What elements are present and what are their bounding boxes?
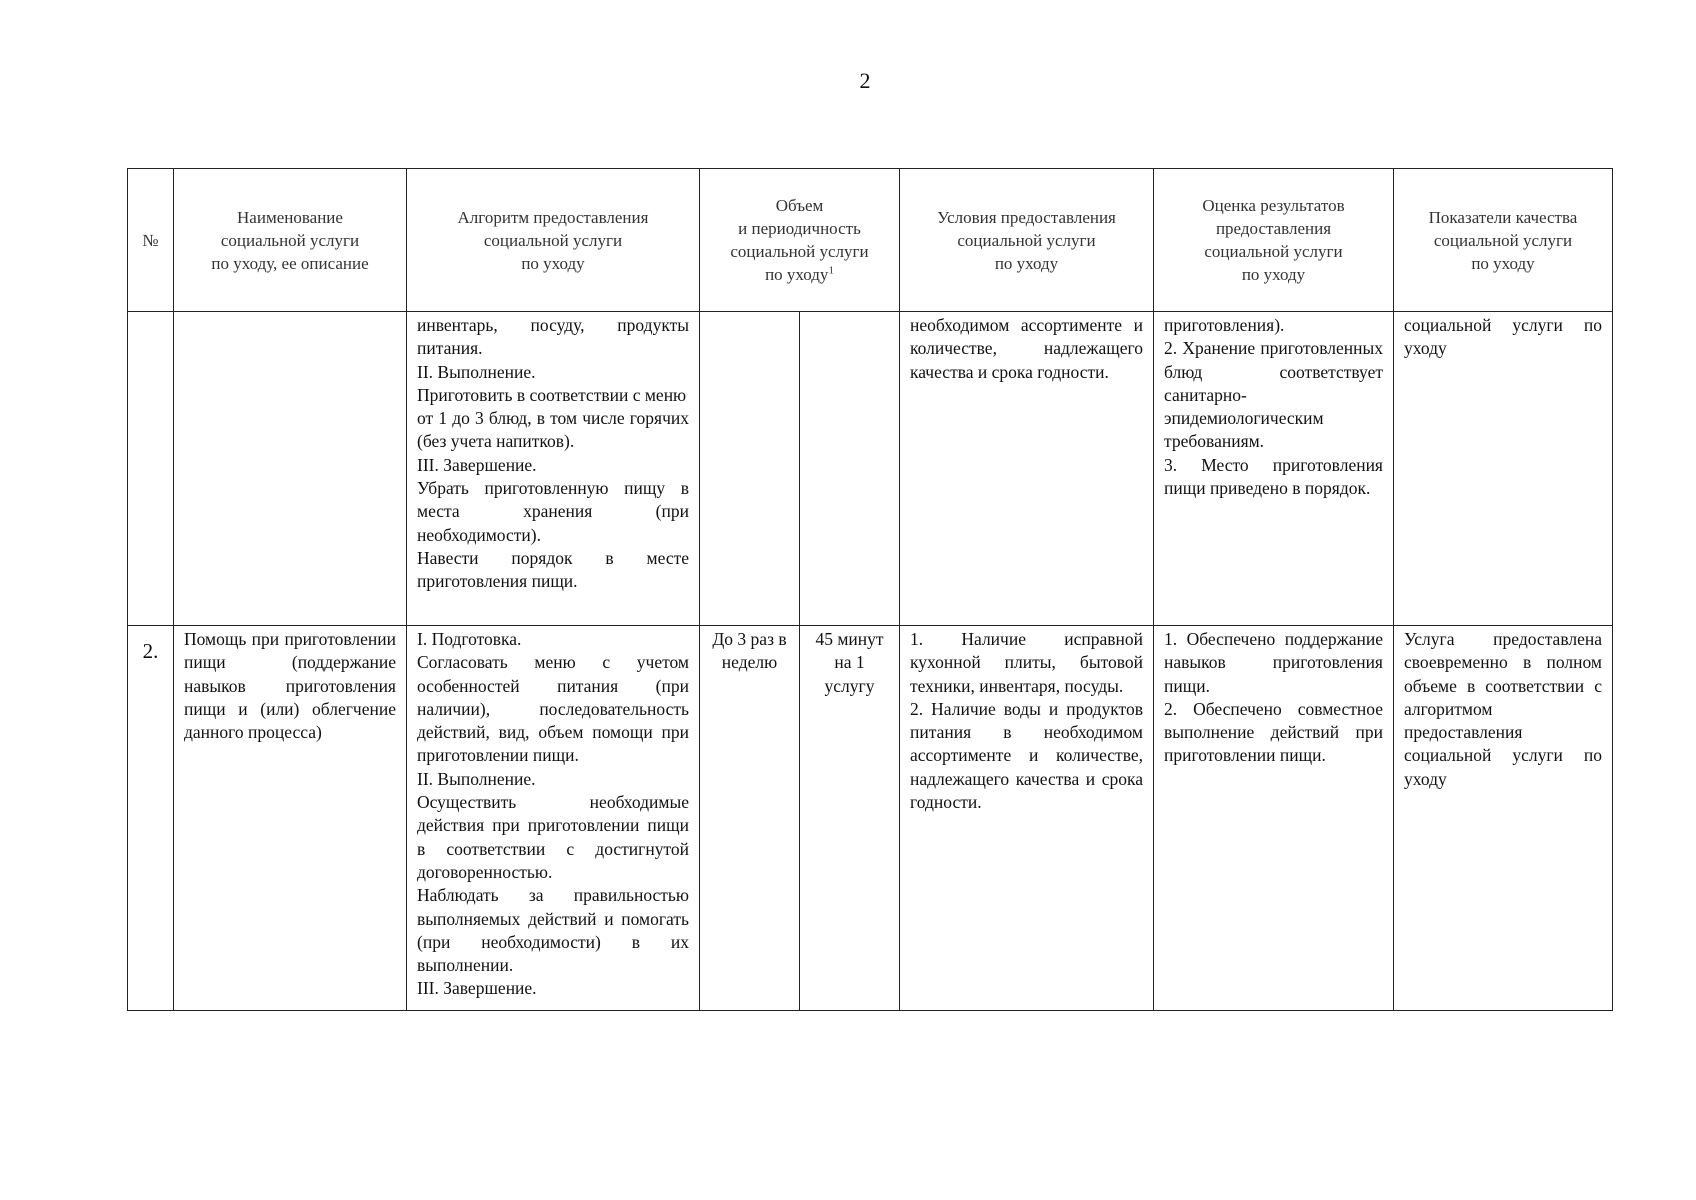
row-number-cell: 2. <box>128 626 174 1011</box>
algorithm-cell: инвентарь, посуду, продукты питания. II. Выполнение. Приготовить в соответствии с меню от 1 до 3 блюд, в том числе горячих (без учета напитков). III. Завершение. Убрать приготовленную пищу в места хранения (при необходимости). Навести порядок в месте приготовления пищи. <box>407 312 700 626</box>
quality-cell: Услуга предоставлена своевременно в полном объеме в соответствии с алгоритмом предоставления социальной услуги по уходу <box>1394 626 1613 1011</box>
algorithm-cell: I. Подготовка. Согласовать меню с учетом особенностей питания (при наличии), последовательность действий, вид, объем помощи при приготовлении пищи. II. Выполнение. Осуществить необходимые действия при приготовлении пищи в соответствии с достигнутой договоренностью. Наблюдать за правильностью выполняемых действий и помогать (при необходимости) в их выполнении. III. Завершение. <box>407 626 700 1011</box>
header-quality: Показатели качества социальной услуги по уходу <box>1394 169 1613 312</box>
table-row <box>128 312 1613 626</box>
header-service-name: Наименование социальной услуги по уходу, ее описание <box>174 169 407 312</box>
header-number: № <box>128 169 174 312</box>
table-row <box>128 626 1613 1011</box>
header-algorithm: Алгоритм предоставления социальной услуги по уходу <box>407 169 700 312</box>
service-name-cell <box>174 312 407 626</box>
header-volume: Объем и периодичность социальной услуги по уходу$^1$ <box>700 169 900 312</box>
conditions-cell: необходимом ассортименте и количестве, надлежащего качества и срока годности. <box>900 312 1154 626</box>
page-number: 2 <box>859 68 871 93</box>
frequency-cell: До 3 раз в неделю <box>700 626 800 1011</box>
frequency-cell <box>700 312 800 626</box>
quality-cell: социальной услуги по уходу <box>1394 312 1613 626</box>
conditions-cell: 1. Наличие исправной кухонной плиты, бытовой техники, инвентаря, посуды. 2. Наличие воды и продуктов питания в необходимом ассортименте и количестве, надлежащего качества и срока годности. <box>900 626 1154 1011</box>
header-evaluation: Оценка результатов предоставления социальной услуги по уходу <box>1154 169 1394 312</box>
duration-cell <box>800 312 900 626</box>
evaluation-cell: приготовления). 2. Хранение приготовленных блюд соответствует санитарно-эпидемиологическим требованиям. 3. Место приготовления пищи приведено в порядок. <box>1154 312 1394 626</box>
footnote-marker: 1 <box>828 264 834 277</box>
services-table <box>127 168 1613 1011</box>
evaluation-cell: 1. Обеспечено поддержание навыков приготовления пищи. 2. Обеспечено совместное выполнение действий при приготовлении пищи. <box>1154 626 1394 1011</box>
service-name-cell: Помощь при приготовлении пищи (поддержание навыков приготовления пищи и (или) облегчение данного процесса) <box>174 626 407 1011</box>
table-header-row <box>128 169 1613 312</box>
row-number-cell <box>128 312 174 626</box>
header-conditions: Условия предоставления социальной услуги по уходу <box>900 169 1154 312</box>
duration-cell: 45 минут на 1 услугу <box>800 626 900 1011</box>
